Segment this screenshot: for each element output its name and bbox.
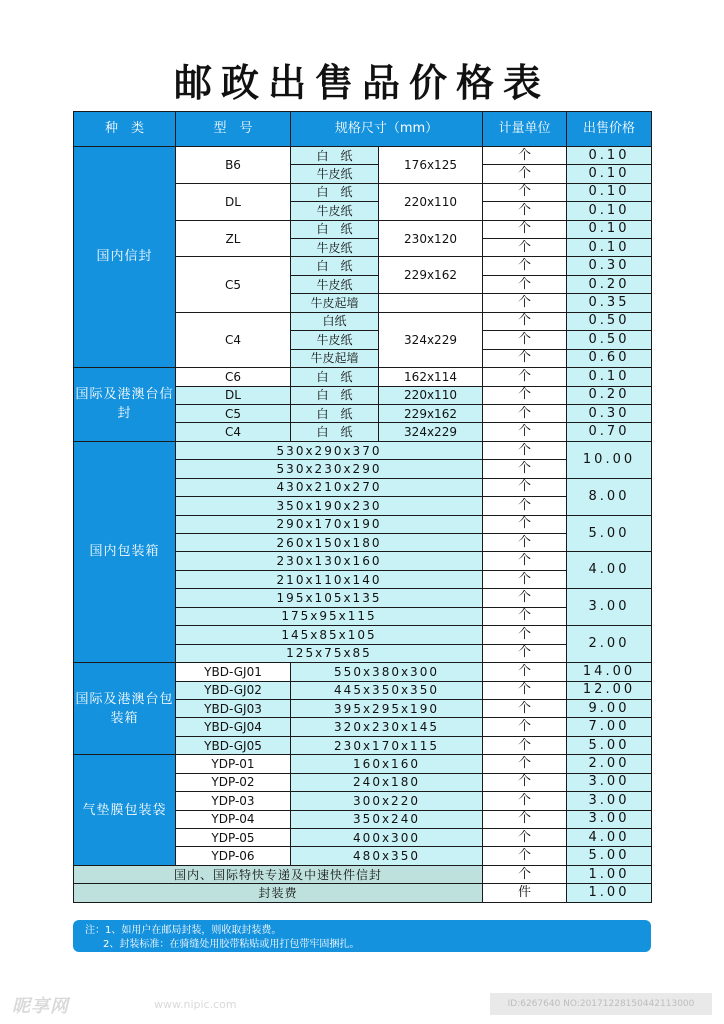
paper-cell: 牛皮纸 <box>291 239 379 257</box>
unit-cell: 个 <box>483 515 567 533</box>
unit-cell: 个 <box>483 386 567 404</box>
category-intl-envelope: 国际及港澳台信封 <box>74 368 176 442</box>
unit-cell: 个 <box>483 497 567 515</box>
size-cell: 445x350x350 <box>291 681 483 699</box>
price-cell: 5.00 <box>567 515 652 552</box>
price-cell: 0.60 <box>567 349 652 367</box>
table-row <box>74 884 652 903</box>
unit-cell: 个 <box>483 607 567 625</box>
price-cell: 0.50 <box>567 331 652 349</box>
header-price: 出售价格 <box>567 112 652 147</box>
price-cell: 12.00 <box>567 681 652 699</box>
model-cell: YDP-06 <box>176 847 291 865</box>
size-cell: 210x110x140 <box>176 570 483 588</box>
price-cell: 3.00 <box>567 589 652 626</box>
paper-cell: 白 纸 <box>291 386 379 404</box>
unit-cell: 个 <box>483 865 567 883</box>
price-cell: 0.10 <box>567 183 652 201</box>
header-size: 规格尺寸（mm） <box>291 112 483 147</box>
size-cell: 125x75x85 <box>176 644 483 662</box>
unit-cell: 个 <box>483 146 567 164</box>
size-cell: 229x162 <box>379 257 483 294</box>
unit-cell: 个 <box>483 718 567 736</box>
model-cell: YBD-GJ04 <box>176 718 291 736</box>
header-row <box>74 112 652 147</box>
model-cell: YDP-02 <box>176 773 291 791</box>
header-category: 种 类 <box>74 112 176 147</box>
size-cell: 480x350 <box>291 847 483 865</box>
size-cell: 160x160 <box>291 755 483 773</box>
unit-cell: 个 <box>483 847 567 865</box>
unit-cell: 个 <box>483 349 567 367</box>
size-cell: 162x114 <box>379 368 483 386</box>
paper-cell: 牛皮纸 <box>291 275 379 293</box>
paper-cell: 白 纸 <box>291 423 379 441</box>
price-cell: 3.00 <box>567 773 652 791</box>
table-row <box>74 865 652 883</box>
sealing-fee-label: 封装费 <box>74 884 483 903</box>
price-cell: 0.10 <box>567 146 652 164</box>
unit-cell: 个 <box>483 736 567 754</box>
category-domestic-box: 国内包装箱 <box>74 441 176 662</box>
price-cell: 0.10 <box>567 368 652 386</box>
paper-cell: 白纸 <box>291 312 379 330</box>
unit-cell: 个 <box>483 792 567 810</box>
paper-cell: 牛皮纸 <box>291 331 379 349</box>
size-cell: 240x180 <box>291 773 483 791</box>
header-model: 型 号 <box>176 112 291 147</box>
size-cell: 530x290x370 <box>176 441 483 459</box>
table-row <box>74 146 652 164</box>
unit-cell: 个 <box>483 589 567 607</box>
unit-cell: 个 <box>483 368 567 386</box>
size-cell: 230x170x115 <box>291 736 483 754</box>
price-cell: 0.30 <box>567 257 652 275</box>
size-cell: 176x125 <box>379 146 483 183</box>
watermark-brand: 昵享网 <box>12 996 69 1017</box>
size-cell: 195x105x135 <box>176 589 483 607</box>
table-row <box>74 663 652 681</box>
unit-cell: 个 <box>483 312 567 330</box>
size-cell: 290x170x190 <box>176 515 483 533</box>
model-cell: YDP-01 <box>176 755 291 773</box>
model-cell: YBD-GJ03 <box>176 699 291 717</box>
size-cell: 220x110 <box>379 183 483 220</box>
price-cell: 8.00 <box>567 478 652 515</box>
model-cell: YBD-GJ02 <box>176 681 291 699</box>
unit-cell: 个 <box>483 294 567 312</box>
model-cell: YDP-04 <box>176 810 291 828</box>
unit-cell: 个 <box>483 534 567 552</box>
model-cell: C5 <box>176 404 291 422</box>
table-row <box>74 755 652 773</box>
size-cell: 530x230x290 <box>176 460 483 478</box>
unit-cell: 个 <box>483 257 567 275</box>
model-cell: DL <box>176 183 291 220</box>
unit-cell: 个 <box>483 773 567 791</box>
unit-cell: 个 <box>483 183 567 201</box>
price-cell: 14.00 <box>567 663 652 681</box>
table-row <box>74 441 652 459</box>
unit-cell: 件 <box>483 884 567 903</box>
header-unit: 计量单位 <box>483 112 567 147</box>
unit-cell: 个 <box>483 404 567 422</box>
price-cell: 1.00 <box>567 865 652 883</box>
paper-cell: 牛皮起墙 <box>291 294 379 312</box>
model-cell: ZL <box>176 220 291 257</box>
paper-cell: 牛皮纸 <box>291 165 379 183</box>
unit-cell: 个 <box>483 441 567 459</box>
paper-cell: 白 纸 <box>291 257 379 275</box>
size-cell: 324x229 <box>379 312 483 367</box>
paper-cell: 白 纸 <box>291 404 379 422</box>
notes-box <box>73 920 651 952</box>
unit-cell: 个 <box>483 681 567 699</box>
paper-cell: 牛皮起墙 <box>291 349 379 367</box>
price-cell: 1.00 <box>567 884 652 903</box>
price-cell: 4.00 <box>567 552 652 589</box>
size-cell: 229x162 <box>379 404 483 422</box>
price-cell: 0.30 <box>567 404 652 422</box>
express-envelope-label: 国内、国际特快专递及中速快件信封 <box>74 865 483 883</box>
paper-cell: 牛皮纸 <box>291 202 379 220</box>
unit-cell: 个 <box>483 699 567 717</box>
size-cell: 430x210x270 <box>176 478 483 496</box>
model-cell: YBD-GJ01 <box>176 663 291 681</box>
price-cell: 5.00 <box>567 847 652 865</box>
unit-cell: 个 <box>483 202 567 220</box>
note-line-2: 2、封装标准：在骑缝处用胶带粘贴或用打包带牢固捆扎。 <box>103 939 360 950</box>
unit-cell: 个 <box>483 423 567 441</box>
model-cell: DL <box>176 386 291 404</box>
price-cell: 0.50 <box>567 312 652 330</box>
page-title: 邮政出售品价格表 <box>173 61 550 105</box>
price-cell: 2.00 <box>567 626 652 663</box>
model-cell: C4 <box>176 312 291 367</box>
model-cell: C5 <box>176 257 291 312</box>
unit-cell: 个 <box>483 220 567 238</box>
unit-cell: 个 <box>483 663 567 681</box>
size-cell: 400x300 <box>291 829 483 847</box>
price-cell: 4.00 <box>567 829 652 847</box>
unit-cell: 个 <box>483 644 567 662</box>
price-table <box>73 111 652 903</box>
price-cell: 0.70 <box>567 423 652 441</box>
price-cell: 0.20 <box>567 386 652 404</box>
size-cell: 550x380x300 <box>291 663 483 681</box>
paper-cell: 白 纸 <box>291 368 379 386</box>
category-bubble-bag: 气垫膜包装袋 <box>74 755 176 866</box>
size-cell: 230x130x160 <box>176 552 483 570</box>
watermark-id: ID:6267640 NO:20171228150442113000 <box>490 993 712 1015</box>
model-cell: C4 <box>176 423 291 441</box>
price-cell: 0.10 <box>567 220 652 238</box>
price-cell: 3.00 <box>567 792 652 810</box>
price-cell: 2.00 <box>567 755 652 773</box>
size-cell: 260x150x180 <box>176 534 483 552</box>
category-intl-box: 国际及港澳台包装箱 <box>74 663 176 755</box>
unit-cell: 个 <box>483 331 567 349</box>
size-cell: 220x110 <box>379 386 483 404</box>
paper-cell: 白 纸 <box>291 183 379 201</box>
category-domestic-envelope: 国内信封 <box>74 146 176 367</box>
size-cell: 395x295x190 <box>291 699 483 717</box>
model-cell: YBD-GJ05 <box>176 736 291 754</box>
unit-cell: 个 <box>483 239 567 257</box>
model-cell: B6 <box>176 146 291 183</box>
size-cell: 320x230x145 <box>291 718 483 736</box>
price-cell: 9.00 <box>567 699 652 717</box>
model-cell: YDP-03 <box>176 792 291 810</box>
model-cell: YDP-05 <box>176 829 291 847</box>
unit-cell: 个 <box>483 755 567 773</box>
price-cell: 0.10 <box>567 165 652 183</box>
size-cell: 145x85x105 <box>176 626 483 644</box>
unit-cell: 个 <box>483 478 567 496</box>
unit-cell: 个 <box>483 275 567 293</box>
price-cell: 5.00 <box>567 736 652 754</box>
table-row <box>74 368 652 386</box>
size-cell-empty <box>379 294 483 312</box>
price-cell: 0.35 <box>567 294 652 312</box>
unit-cell: 个 <box>483 626 567 644</box>
paper-cell: 白 纸 <box>291 220 379 238</box>
size-cell: 300x220 <box>291 792 483 810</box>
note-line-1: 注：1、如用户在邮局封装，则收取封装费。 <box>85 925 282 936</box>
price-cell: 0.10 <box>567 239 652 257</box>
unit-cell: 个 <box>483 810 567 828</box>
price-cell: 0.20 <box>567 275 652 293</box>
unit-cell: 个 <box>483 552 567 570</box>
unit-cell: 个 <box>483 829 567 847</box>
paper-cell: 白 纸 <box>291 146 379 164</box>
unit-cell: 个 <box>483 165 567 183</box>
price-cell: 3.00 <box>567 810 652 828</box>
price-cell: 7.00 <box>567 718 652 736</box>
model-cell: C6 <box>176 368 291 386</box>
size-cell: 175x95x115 <box>176 607 483 625</box>
price-cell: 10.00 <box>567 441 652 478</box>
size-cell: 230x120 <box>379 220 483 257</box>
watermark-url: www.nipic.com <box>154 998 237 1011</box>
price-cell: 0.10 <box>567 202 652 220</box>
size-cell: 350x190x230 <box>176 497 483 515</box>
size-cell: 350x240 <box>291 810 483 828</box>
size-cell: 324x229 <box>379 423 483 441</box>
unit-cell: 个 <box>483 460 567 478</box>
unit-cell: 个 <box>483 570 567 588</box>
